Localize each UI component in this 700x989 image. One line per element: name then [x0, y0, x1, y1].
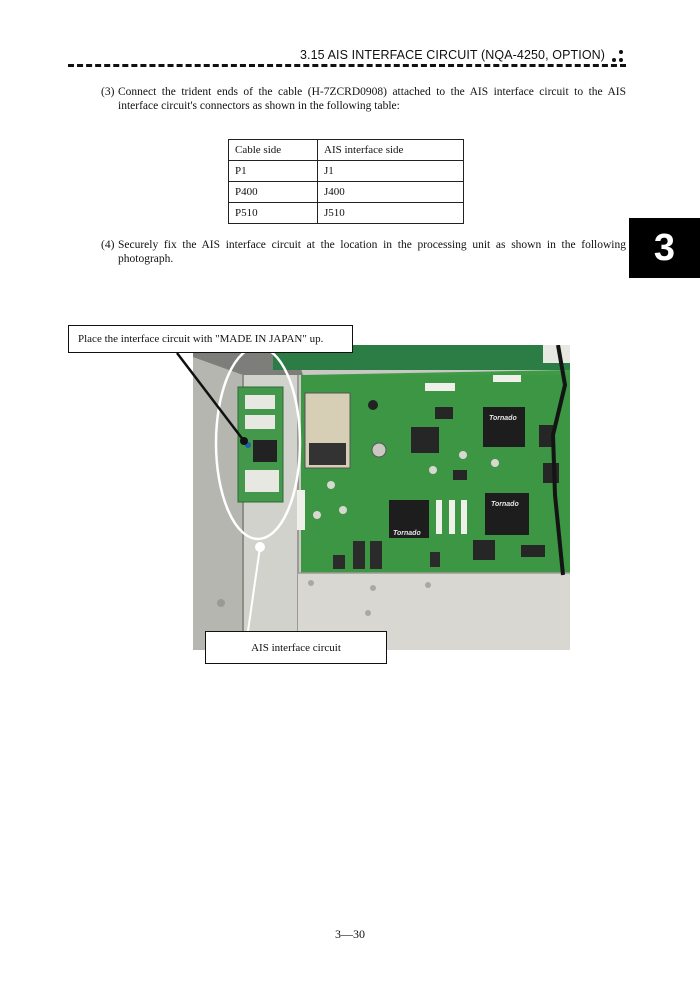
- table-cell: J1: [318, 161, 464, 182]
- step-3-paragraph: [101, 85, 626, 113]
- step-3-number: (3): [101, 86, 115, 98]
- ais-interface-circuit-callout: AIS interface circuit: [205, 631, 387, 664]
- section-title: 3.15 AIS INTERFACE CIRCUIT (NQA-4250, OPTION): [300, 48, 606, 62]
- page-number: 3—30: [335, 927, 365, 941]
- chip-label: Tornado: [489, 415, 517, 422]
- step-4-text: Securely fix the AIS interface circuit at the location in the processing unit as shown in the following photograph.: [118, 239, 626, 265]
- table-cell: J400: [318, 182, 464, 203]
- header-rule: [68, 64, 626, 67]
- table-row: [229, 182, 464, 203]
- cable-connection-table: [228, 139, 464, 224]
- chip-label: Tornado: [491, 501, 519, 508]
- table-cell: P510: [229, 203, 318, 224]
- step-4-number: (4): [101, 239, 115, 251]
- table-row: [229, 203, 464, 224]
- table-cell: J510: [318, 203, 464, 224]
- table-header-row: [229, 140, 464, 161]
- table-row: [229, 161, 464, 182]
- processing-unit-photo: [193, 345, 570, 650]
- table-header-cell: Cable side: [229, 140, 318, 161]
- table-header-cell: AIS interface side: [318, 140, 464, 161]
- chapter-tab: 3: [629, 218, 700, 278]
- chip-label: Tornado: [393, 530, 421, 537]
- orientation-callout: Place the interface circuit with "MADE IN JAPAN" up.: [68, 325, 353, 353]
- table-cell: P400: [229, 182, 318, 203]
- step-4-paragraph: [101, 238, 626, 266]
- step-3-text: Connect the trident ends of the cable (H-7ZCRD0908) attached to the AIS interface circuit to the AIS interface circuit's connectors as shown in the following table:: [118, 86, 626, 112]
- table-cell: P1: [229, 161, 318, 182]
